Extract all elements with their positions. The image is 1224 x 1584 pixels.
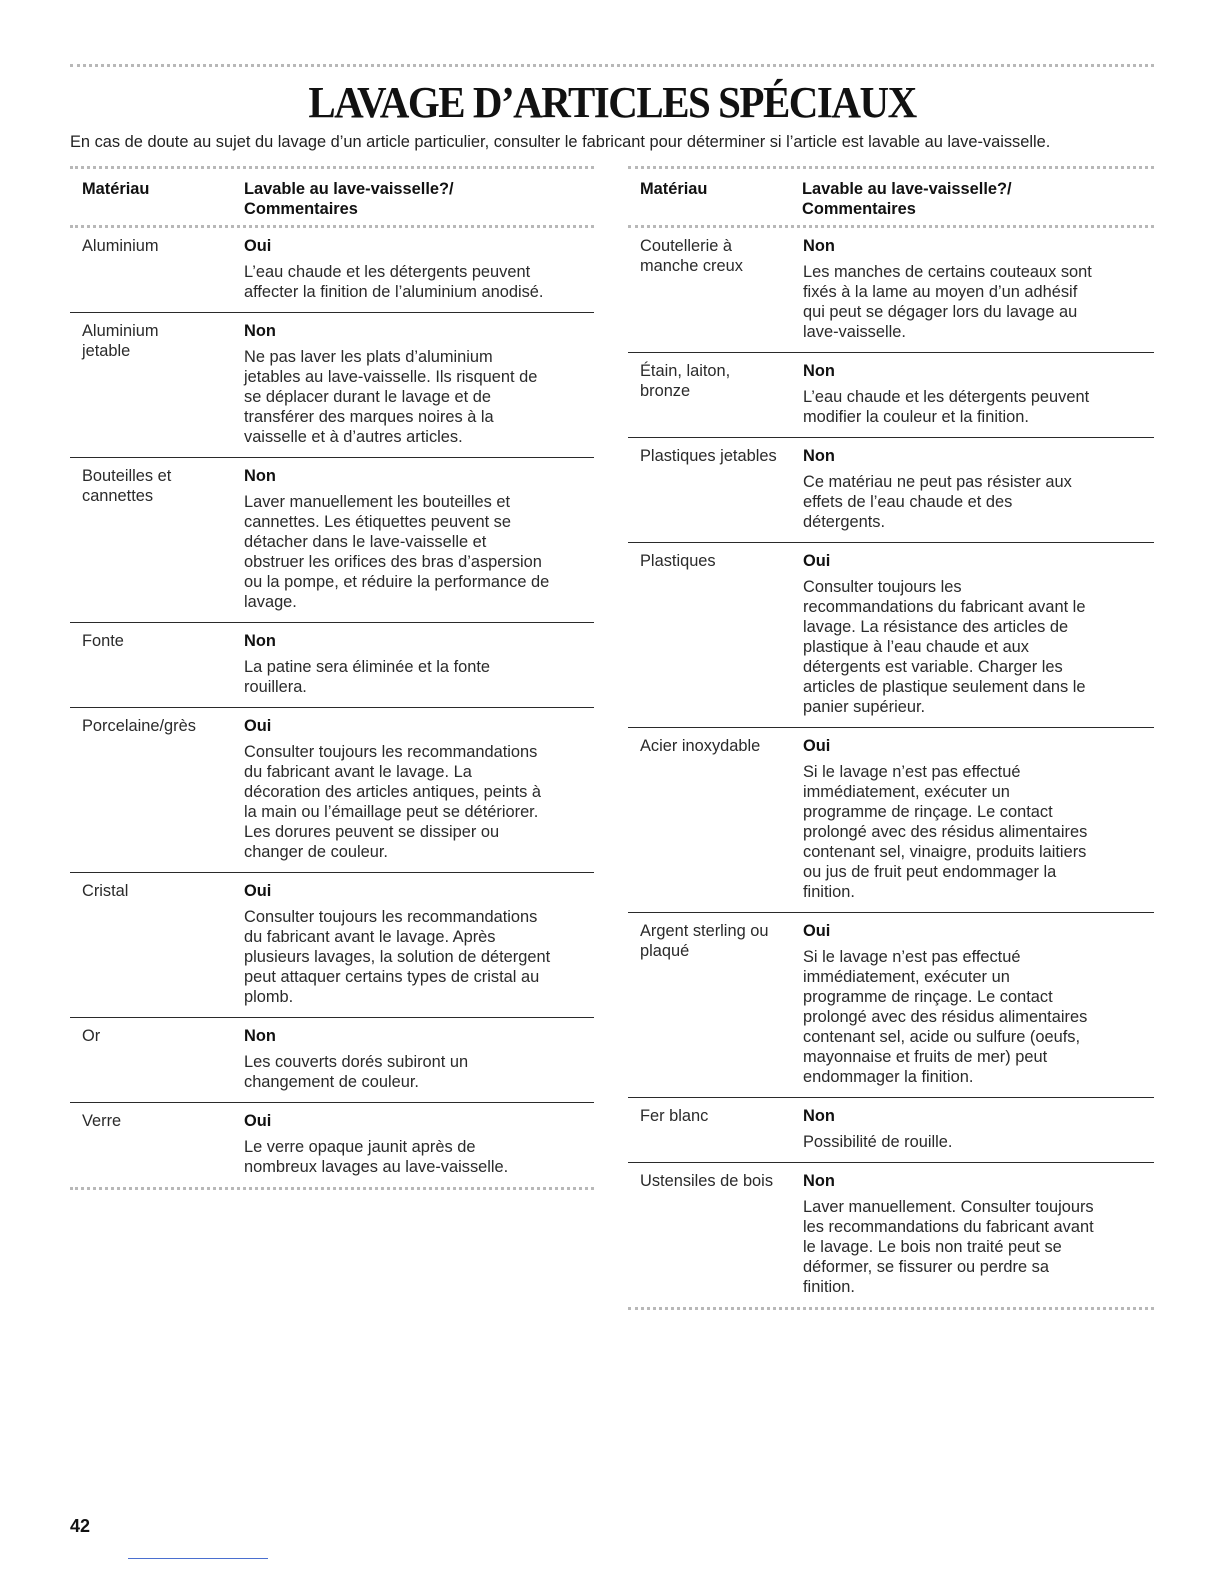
material-cell: Fonte <box>82 632 124 650</box>
washable-cell <box>803 236 1154 342</box>
verdict-label: Oui <box>803 922 831 940</box>
table-row <box>628 913 1154 1098</box>
table-body <box>70 228 594 1187</box>
table-row <box>628 228 1154 353</box>
comment-text: Laver manuellement les bouteilles et cannettes. Les étiquettes peuvent se détacher dans le lave-vaisselle et obstruer les orifices des bras d’aspersion ou la pompe, et réduire la performance de lavage. <box>244 493 550 611</box>
right-table <box>628 166 1154 1310</box>
verdict-label: Non <box>244 322 276 340</box>
table-bottom-divider <box>628 1307 1154 1310</box>
comment-text: Si le lavage n’est pas effectué immédiatement, exécuter un programme de rinçage. Le contact prolongé avec des résidus alimentaires contenant sel, vinaigre, produits laitiers ou jus de fruit peut endommager la finition. <box>803 763 1088 901</box>
washable-cell <box>244 1026 594 1092</box>
verdict-label: Non <box>244 467 276 485</box>
table-row <box>70 228 594 313</box>
table-row <box>70 873 594 1018</box>
header-washable: Lavable au lave-vaisselle?/ Commentaires <box>802 180 1012 218</box>
comment-text: Le verre opaque jaunit après de nombreux lavages au lave-vaisselle. <box>244 1138 509 1176</box>
table-row <box>628 438 1154 543</box>
washable-cell <box>244 631 594 697</box>
material-cell: Étain, laiton, bronze <box>640 362 731 400</box>
washable-cell <box>803 1106 1154 1152</box>
table-row <box>628 1163 1154 1307</box>
page-title: LAVAGE D’ARTICLES SPÉCIAUX <box>308 77 916 127</box>
table-header <box>628 169 1154 225</box>
verdict-label: Oui <box>244 882 272 900</box>
verdict-label: Non <box>803 1107 835 1125</box>
comment-text: Laver manuellement. Consulter toujours les recommandations du fabricant avant le lavage. Le bois non traité peut se déformer, se fissurer ou perdre sa finition. <box>803 1198 1094 1296</box>
verdict-label: Non <box>244 1027 276 1045</box>
material-cell: Argent sterling ou plaqué <box>640 922 769 960</box>
washable-cell <box>803 736 1154 902</box>
material-cell: Plastiques jetables <box>640 447 777 465</box>
verdict-label: Oui <box>803 552 831 570</box>
verdict-label: Oui <box>803 737 831 755</box>
comment-text: Les couverts dorés subiront un changement de couleur. <box>244 1053 469 1091</box>
table-row <box>70 458 594 623</box>
washable-cell <box>244 1111 594 1177</box>
table-row <box>70 623 594 708</box>
table-body <box>628 228 1154 1307</box>
verdict-label: Oui <box>244 1112 272 1130</box>
material-cell: Or <box>82 1027 101 1045</box>
table-row <box>70 313 594 458</box>
comment-text: L’eau chaude et les détergents peuvent affecter la finition de l’aluminium anodisé. <box>244 263 544 301</box>
material-cell: Aluminium <box>82 237 159 255</box>
table-header <box>70 169 594 225</box>
material-cell: Coutellerie à manche creux <box>640 237 743 275</box>
washable-cell <box>244 236 594 302</box>
comment-text: Si le lavage n’est pas effectué immédiatement, exécuter un programme de rinçage. Le contact prolongé avec des résidus alimentaires contenant sel, acide ou sulfure (oeufs, mayonnaise et fruits de mer) peut endommager la finition. <box>803 948 1088 1086</box>
header-washable: Lavable au lave-vaisselle?/ Commentaires <box>244 180 454 218</box>
washable-cell <box>244 466 594 612</box>
verdict-label: Oui <box>244 237 272 255</box>
material-cell: Verre <box>82 1112 122 1130</box>
washable-cell <box>803 921 1154 1087</box>
verdict-label: Non <box>803 362 835 380</box>
comment-text: La patine sera éliminée et la fonte rouillera. <box>244 658 491 696</box>
comment-text: Ne pas laver les plats d’aluminium jetables au lave-vaisselle. Ils risquent de se déplacer durant le lavage et de transférer des marques noires à la vaisselle et à d’autres articles. <box>244 348 538 446</box>
table-bottom-divider <box>70 1187 594 1190</box>
header-material: Matériau <box>640 180 708 198</box>
table-row <box>628 543 1154 728</box>
material-cell: Acier inoxydable <box>640 737 761 755</box>
material-cell: Porcelaine/grès <box>82 717 196 735</box>
washable-cell <box>803 446 1154 532</box>
comment-text: Consulter toujours les recommandations du fabricant avant le lavage. La résistance des articles de plastique à l’eau chaude et aux détergents est variable. Charger les articles de plastique seulement dans le panier supérieur. <box>803 578 1086 716</box>
table-row <box>70 1018 594 1103</box>
table-row <box>70 708 594 873</box>
washable-cell <box>803 1171 1154 1297</box>
comment-text: Possibilité de rouille. <box>803 1133 953 1151</box>
left-table <box>70 166 594 1190</box>
table-row <box>70 1103 594 1187</box>
comment-text: Consulter toujours les recommandations du fabricant avant le lavage. La décoration des articles antiques, peints à la main ou l’émaillage peut se détériorer. Les dorures peuvent se dissiper ou changer de couleur. <box>244 743 542 861</box>
comment-text: Consulter toujours les recommandations du fabricant avant le lavage. Après plusieurs lavages, la solution de détergent peut attaquer certains types de cristal au plomb. <box>244 908 551 1006</box>
material-cell: Cristal <box>82 882 129 900</box>
table-row <box>628 353 1154 438</box>
top-divider <box>70 64 1154 67</box>
material-cell: Fer blanc <box>640 1107 709 1125</box>
material-cell: Bouteilles et cannettes <box>82 467 172 505</box>
material-cell: Ustensiles de bois <box>640 1172 774 1190</box>
table-row <box>628 1098 1154 1163</box>
washable-cell <box>803 361 1154 427</box>
material-cell: Aluminium jetable <box>82 322 159 360</box>
intro-text: En cas de doute au sujet du lavage d’un article particulier, consulter le fabricant pour déterminer si l’article est lavable au lave-vaisselle. <box>70 133 1051 151</box>
washable-cell <box>244 716 594 862</box>
comment-text: L’eau chaude et les détergents peuvent modifier la couleur et la finition. <box>803 388 1090 426</box>
comment-text: Ce matériau ne peut pas résister aux effets de l’eau chaude et des détergents. <box>803 473 1072 531</box>
header-material: Matériau <box>82 180 150 198</box>
verdict-label: Oui <box>244 717 272 735</box>
table-row <box>628 728 1154 913</box>
footer-link-line <box>128 1558 268 1559</box>
verdict-label: Non <box>803 447 835 465</box>
material-cell: Plastiques <box>640 552 716 570</box>
comment-text: Les manches de certains couteaux sont fixés à la lame au moyen d’un adhésif qui peut se dégager lors du lavage au lave-vaisselle. <box>803 263 1092 341</box>
washable-cell <box>244 881 594 1007</box>
washable-cell <box>244 321 594 447</box>
verdict-label: Non <box>244 632 276 650</box>
page-number: 42 <box>70 1516 91 1536</box>
verdict-label: Non <box>803 237 835 255</box>
washable-cell <box>803 551 1154 717</box>
verdict-label: Non <box>803 1172 835 1190</box>
